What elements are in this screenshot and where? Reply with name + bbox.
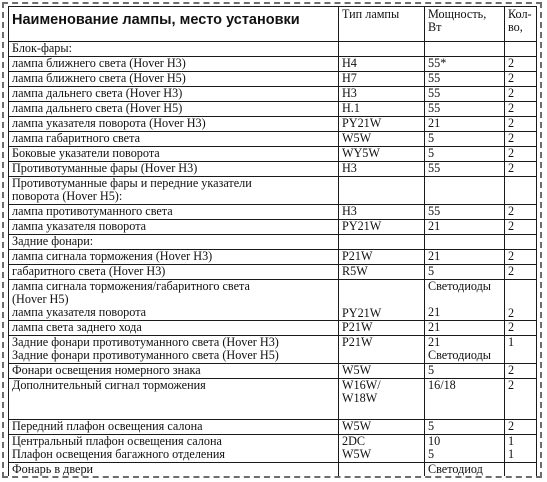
- lamp-name: лампа ближнего света (Hover H3): [9, 57, 339, 72]
- lamp-qty: 2: [505, 280, 537, 321]
- lamp-power: 5: [425, 420, 505, 435]
- lamp-type: WY5W: [339, 147, 425, 162]
- lamp-name: Противотуманные фары (Hover H3): [9, 162, 339, 177]
- lamp-type: P21W: [339, 250, 425, 265]
- lamp-type-line: 2DC: [342, 434, 366, 448]
- lamp-type: W5W: [339, 132, 425, 147]
- table-row: [9, 321, 537, 336]
- lamp-power: 55: [425, 87, 505, 102]
- lamp-name: лампа противотуманного света: [9, 205, 339, 220]
- lamp-power-line: Светодиоды: [428, 348, 491, 362]
- lamp-qty-line: 1: [508, 447, 515, 461]
- lamp-type-line: W18W: [342, 391, 378, 405]
- table-row: [9, 336, 537, 364]
- lamp-qty: 2: [505, 321, 537, 336]
- lamp-name: Боковые указатели поворота: [9, 147, 339, 162]
- lamp-power: [425, 435, 505, 463]
- lamp-name-line: Задние фонари противотуманного света (Hover H3): [12, 335, 279, 349]
- header-qty-line2: во,: [508, 20, 523, 34]
- table-row: [9, 435, 537, 463]
- lamp-qty: 2: [505, 57, 537, 72]
- lamp-type: P21W: [339, 336, 425, 364]
- header-name: Наименование лампы, место установки: [9, 7, 339, 42]
- lamp-type: [339, 42, 425, 57]
- lamp-qty-line: 1: [508, 434, 515, 448]
- lamp-qty: 2: [505, 420, 537, 435]
- lamp-qty: 2: [505, 364, 537, 379]
- lamp-name: лампа указателя поворота (Hover H3): [9, 117, 339, 132]
- lamp-power-line: 21: [428, 335, 441, 349]
- lamp-name: лампа дальнего света (Hover H5): [9, 102, 339, 117]
- table-row: [9, 220, 537, 235]
- lamp-type: H7: [339, 72, 425, 87]
- table-row: [9, 235, 537, 250]
- lamp-name: лампа сигнала торможения (Hover H3): [9, 250, 339, 265]
- lamp-power: 55: [425, 205, 505, 220]
- lamp-power-line: 10: [428, 434, 441, 448]
- lamp-qty: [505, 42, 537, 57]
- lamp-name: Блок-фары:: [9, 42, 339, 57]
- lamp-qty: 2: [505, 220, 537, 235]
- lamp-power: [425, 235, 505, 250]
- lamp-power: [425, 177, 505, 205]
- lamp-power: 21: [425, 117, 505, 132]
- lamp-name: [9, 280, 339, 321]
- lamp-type: PY21W: [339, 220, 425, 235]
- lamp-type: H3: [339, 162, 425, 177]
- lamp-type: [339, 379, 425, 420]
- lamp-type-line: W16W/: [342, 378, 381, 392]
- table-row: [9, 250, 537, 265]
- lamp-type: H3: [339, 87, 425, 102]
- lamp-qty: [505, 435, 537, 463]
- table-header-row: [9, 7, 537, 42]
- lamp-qty: 2: [505, 250, 537, 265]
- lamp-power: [425, 280, 505, 321]
- lamp-type: R5W: [339, 265, 425, 280]
- lamp-power: 55: [425, 162, 505, 177]
- lamp-power: 21: [425, 220, 505, 235]
- lamp-name-line: Центральный плафон освещения салона: [12, 434, 222, 448]
- lamp-power: 5: [425, 132, 505, 147]
- lamp-qty: 2: [505, 117, 537, 132]
- lamp-type: H3: [339, 205, 425, 220]
- lamp-type: P21W: [339, 321, 425, 336]
- lamp-name: габаритного света (Hover H3): [9, 265, 339, 280]
- lamp-table: [8, 6, 537, 478]
- lamp-type: PY21W: [339, 280, 425, 321]
- lamp-power: [425, 42, 505, 57]
- header-power-line1: Мощность,: [428, 7, 487, 21]
- table-row: [9, 117, 537, 132]
- lamp-name-line: поворота (Hover H5):: [12, 189, 123, 203]
- table-row: [9, 280, 537, 321]
- lamp-qty: 2: [505, 205, 537, 220]
- lamp-name: [9, 177, 339, 205]
- table-row: [9, 57, 537, 72]
- lamp-power: 55: [425, 102, 505, 117]
- table-row: [9, 132, 537, 147]
- table-row: [9, 42, 537, 57]
- lamp-power: Светодиод: [425, 463, 505, 478]
- lamp-type: [339, 435, 425, 463]
- lamp-qty: 2: [505, 72, 537, 87]
- lamp-power: 5: [425, 265, 505, 280]
- table-row: [9, 177, 537, 205]
- table-row: [9, 102, 537, 117]
- header-type: Тип лампы: [339, 7, 425, 42]
- table-row: [9, 147, 537, 162]
- lamp-type: H.1: [339, 102, 425, 117]
- lamp-name-line: Плафон освещения багажного отделения: [12, 447, 225, 461]
- lamp-type: [339, 177, 425, 205]
- lamp-qty: [505, 463, 537, 478]
- lamp-name: Фонарь в двери: [9, 463, 339, 478]
- lamp-name-line: лампа сигнала торможения/габаритного света: [12, 279, 250, 293]
- lamp-type: [339, 463, 425, 478]
- lamp-name-line: Задние фонари противотуманного света (Hover H5): [12, 348, 279, 362]
- lamp-type: [339, 235, 425, 250]
- lamp-name: Передний плафон освещения салона: [9, 420, 339, 435]
- lamp-power: 55*: [425, 57, 505, 72]
- lamp-qty: 2: [505, 265, 537, 280]
- lamp-type: W5W: [339, 364, 425, 379]
- lamp-power: 55: [425, 72, 505, 87]
- lamp-qty: 1: [505, 336, 537, 364]
- lamp-qty: [505, 235, 537, 250]
- lamp-type: W5W: [339, 420, 425, 435]
- lamp-name: [9, 336, 339, 364]
- header-power-line2: Вт: [428, 20, 442, 34]
- lamp-type: H4: [339, 57, 425, 72]
- lamp-qty: 2: [505, 379, 537, 420]
- lamp-qty: 2: [505, 132, 537, 147]
- header-power: [425, 7, 505, 42]
- lamp-name: Дополнительный сигнал торможения: [9, 379, 339, 420]
- lamp-qty: 2: [505, 87, 537, 102]
- lamp-power: 5: [425, 364, 505, 379]
- table-row: [9, 379, 537, 420]
- document-frame: [2, 2, 542, 478]
- lamp-name: Фонари освещения номерного знака: [9, 364, 339, 379]
- lamp-power: 16/18: [425, 379, 505, 420]
- lamp-power: [425, 336, 505, 364]
- table-row: [9, 463, 537, 478]
- table-row: [9, 72, 537, 87]
- table-row: [9, 162, 537, 177]
- lamp-qty: [505, 177, 537, 205]
- lamp-power: 21: [425, 321, 505, 336]
- lamp-power-line: 21: [428, 305, 441, 319]
- lamp-type: PY21W: [339, 117, 425, 132]
- lamp-power: 5: [425, 147, 505, 162]
- lamp-qty: 2: [505, 147, 537, 162]
- header-qty: [505, 7, 537, 42]
- header-qty-line1: Кол-: [508, 7, 532, 21]
- lamp-name: лампа дальнего света (Hover H3): [9, 87, 339, 102]
- lamp-qty: 2: [505, 162, 537, 177]
- lamp-qty: 2: [505, 102, 537, 117]
- lamp-name-line: Противотуманные фары и передние указатели: [12, 176, 252, 190]
- lamp-name: лампа указателя поворота: [9, 220, 339, 235]
- lamp-power: 21: [425, 250, 505, 265]
- lamp-name: Задние фонари:: [9, 235, 339, 250]
- table-row: [9, 364, 537, 379]
- table-row: [9, 265, 537, 280]
- lamp-name: лампа света заднего хода: [9, 321, 339, 336]
- lamp-name: лампа ближнего света (Hover H5): [9, 72, 339, 87]
- lamp-type-line: W5W: [342, 447, 372, 461]
- lamp-power-line: 5: [428, 447, 435, 461]
- lamp-name: лампа габаритного света: [9, 132, 339, 147]
- table-row: [9, 205, 537, 220]
- table-row: [9, 87, 537, 102]
- lamp-name-line: (Hover H5): [12, 292, 69, 306]
- lamp-name-line: лампа указателя поворота: [12, 305, 147, 319]
- table-row: [9, 420, 537, 435]
- lamp-name: [9, 435, 339, 463]
- lamp-power-line: Светодиоды: [428, 279, 491, 293]
